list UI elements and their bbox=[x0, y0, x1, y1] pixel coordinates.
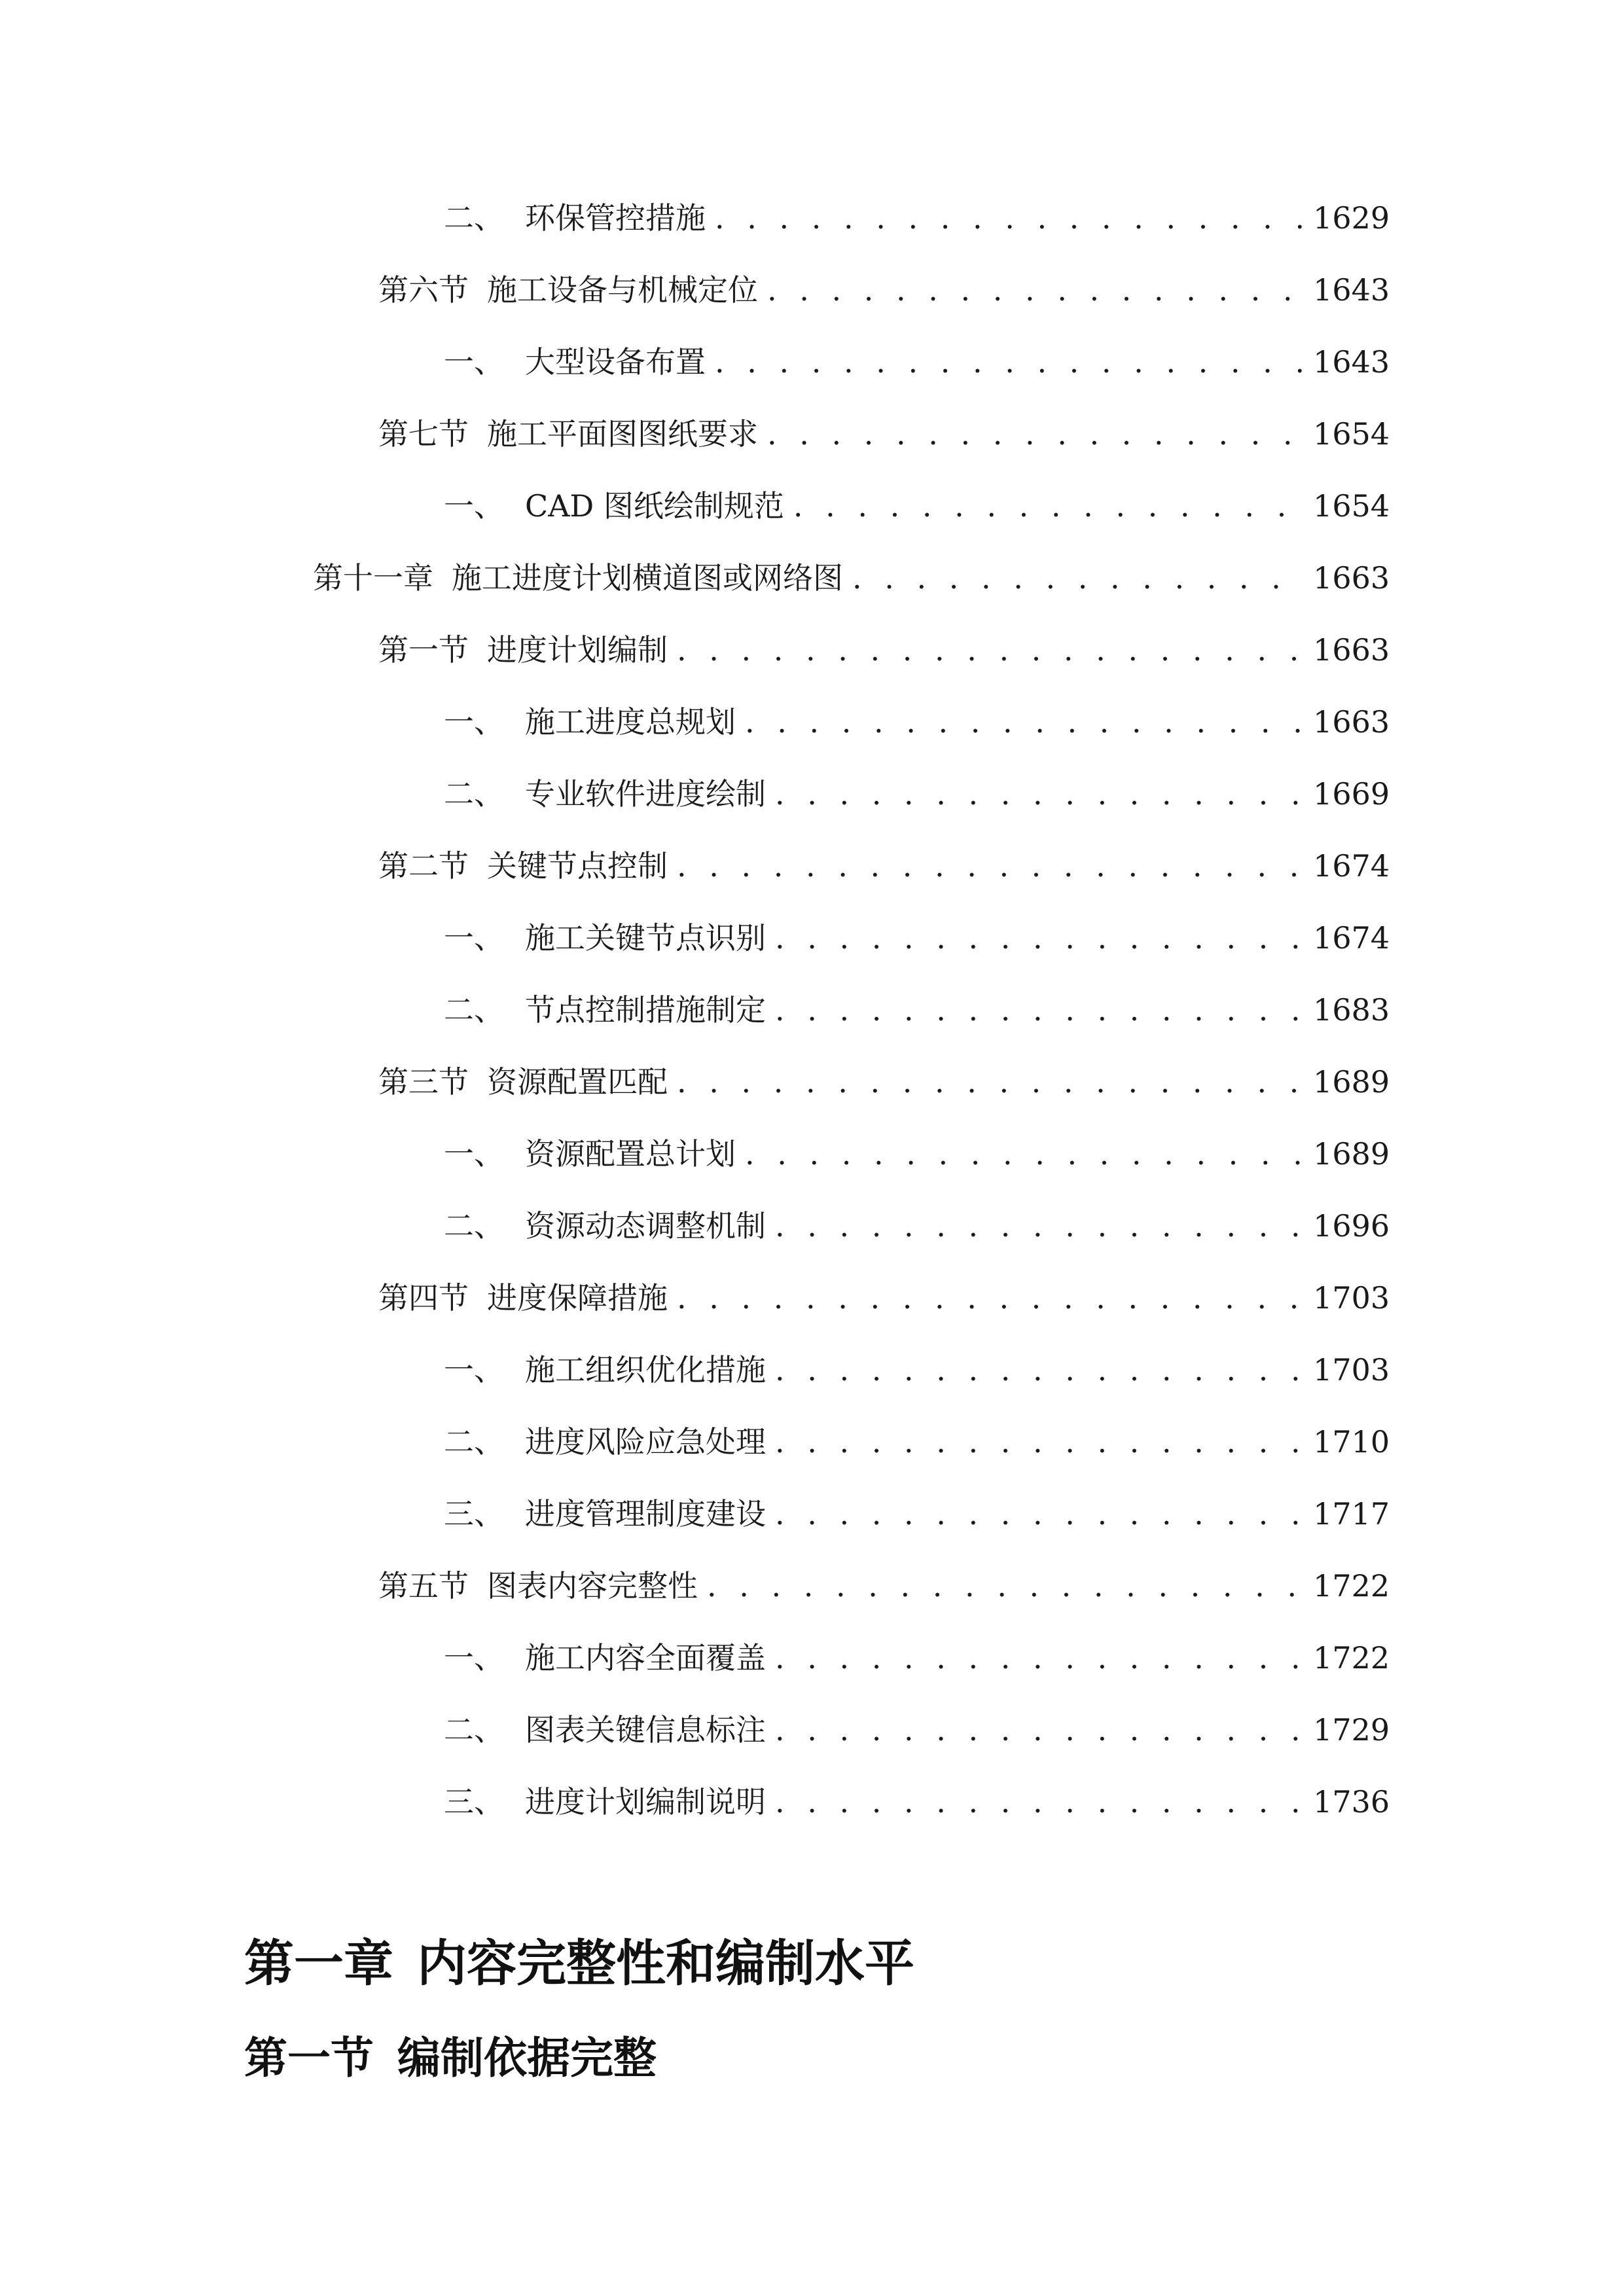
toc-dot-leader bbox=[793, 484, 1305, 528]
section-heading bbox=[244, 2029, 657, 2088]
section-number: 第一节 bbox=[244, 2033, 374, 2083]
toc-entry-number: 第二节 bbox=[378, 848, 469, 884]
toc-page-number: 1654 bbox=[1313, 488, 1390, 524]
section-title: 编制依据完整 bbox=[397, 2033, 657, 2083]
toc-entry[interactable] bbox=[378, 628, 1390, 672]
toc-entry-title: 资源配置匹配 bbox=[487, 1064, 668, 1100]
toc-entry-title: 进度保障措施 bbox=[487, 1280, 668, 1316]
toc-entry-number: 一、 bbox=[444, 488, 504, 524]
toc-dot-leader bbox=[715, 340, 1305, 384]
toc-entry[interactable] bbox=[378, 268, 1390, 312]
toc-entry-title: 施工平面图图纸要求 bbox=[487, 416, 758, 452]
toc-entry-number: 一、 bbox=[444, 1640, 504, 1676]
toc-entry-number: 第一节 bbox=[378, 632, 469, 668]
toc-entry-number: 二、 bbox=[444, 200, 504, 236]
toc-dot-leader bbox=[677, 1276, 1305, 1319]
toc-page-number: 1654 bbox=[1313, 416, 1390, 452]
toc-entry-number: 第五节 bbox=[378, 1568, 469, 1604]
toc-page-number: 1689 bbox=[1313, 1136, 1390, 1172]
toc-page-number: 1696 bbox=[1313, 1208, 1390, 1244]
toc-entry-title: 资源配置总计划 bbox=[525, 1136, 736, 1172]
toc-entry[interactable] bbox=[444, 484, 1390, 528]
toc-entry-title: 施工设备与机械定位 bbox=[487, 272, 758, 308]
toc-entry-number: 三、 bbox=[444, 1784, 504, 1820]
toc-page-number: 1683 bbox=[1313, 992, 1390, 1028]
toc-page-number: 1717 bbox=[1313, 1496, 1390, 1532]
toc-entry[interactable] bbox=[444, 988, 1390, 1031]
toc-entry[interactable] bbox=[444, 772, 1390, 816]
toc-page-number: 1674 bbox=[1313, 920, 1390, 956]
toc-dot-leader bbox=[775, 1420, 1305, 1463]
toc-entry[interactable] bbox=[444, 1780, 1390, 1823]
toc-entry[interactable] bbox=[378, 1276, 1390, 1319]
toc-page-number: 1722 bbox=[1313, 1640, 1390, 1676]
toc-page-number: 1703 bbox=[1313, 1352, 1390, 1388]
toc-entry-title: 施工内容全面覆盖 bbox=[525, 1640, 766, 1676]
toc-entry-number: 一、 bbox=[444, 344, 504, 380]
toc-entry-number: 第三节 bbox=[378, 1064, 469, 1100]
toc-dot-leader bbox=[767, 268, 1305, 312]
toc-dot-leader bbox=[775, 1780, 1305, 1823]
chapter-number: 第一章 bbox=[244, 1934, 393, 1992]
toc-dot-leader bbox=[677, 1060, 1305, 1103]
toc-entry-title: 节点控制措施制定 bbox=[525, 992, 766, 1028]
toc-entry[interactable] bbox=[444, 1348, 1390, 1391]
toc-page-number: 1643 bbox=[1313, 344, 1390, 380]
toc-page-number: 1703 bbox=[1313, 1280, 1390, 1316]
toc-entry-number: 二、 bbox=[444, 1712, 504, 1748]
toc-entry-number: 第六节 bbox=[378, 272, 469, 308]
toc-dot-leader bbox=[715, 196, 1305, 240]
toc-dot-leader bbox=[745, 1132, 1305, 1175]
toc-page-number: 1663 bbox=[1313, 632, 1390, 668]
toc-entry-title: 图表关键信息标注 bbox=[525, 1712, 766, 1748]
toc-dot-leader bbox=[677, 628, 1305, 672]
toc-entry-title: 施工进度计划横道图或网络图 bbox=[452, 560, 843, 596]
toc-entry-title: 进度计划编制 bbox=[487, 632, 668, 668]
toc-entry-number: 第四节 bbox=[378, 1280, 469, 1316]
toc-page-number: 1736 bbox=[1313, 1784, 1390, 1820]
chapter-heading bbox=[244, 1931, 914, 1996]
toc-page-number: 1643 bbox=[1313, 272, 1390, 308]
toc-entry-title: 进度计划编制说明 bbox=[525, 1784, 766, 1820]
toc-entry-title: 施工组织优化措施 bbox=[525, 1352, 766, 1388]
toc-entry-number: 第十一章 bbox=[313, 560, 433, 596]
toc-entry[interactable] bbox=[444, 916, 1390, 960]
toc-page-number: 1710 bbox=[1313, 1424, 1390, 1460]
toc-dot-leader bbox=[707, 1564, 1305, 1607]
toc-entry[interactable] bbox=[378, 1564, 1390, 1607]
toc-entry-title: 专业软件进度绘制 bbox=[525, 776, 766, 812]
toc-entry-number: 一、 bbox=[444, 1352, 504, 1388]
chapter-title: 内容完整性和编制水平 bbox=[417, 1934, 914, 1992]
toc-entry-title: 进度风险应急处理 bbox=[525, 1424, 766, 1460]
toc-dot-leader bbox=[745, 700, 1305, 744]
toc-dot-leader bbox=[677, 844, 1305, 888]
toc-dot-leader bbox=[775, 1492, 1305, 1535]
toc-entry[interactable] bbox=[444, 1132, 1390, 1175]
toc-dot-leader bbox=[852, 556, 1305, 600]
toc-page-number: 1663 bbox=[1313, 560, 1390, 596]
toc-entry-title: 进度管理制度建设 bbox=[525, 1496, 766, 1532]
toc-entry[interactable] bbox=[444, 196, 1390, 240]
toc-page-number: 1674 bbox=[1313, 848, 1390, 884]
toc-entry[interactable] bbox=[378, 844, 1390, 888]
toc-entry-number: 二、 bbox=[444, 992, 504, 1028]
toc-entry[interactable] bbox=[444, 340, 1390, 384]
toc-entry[interactable] bbox=[444, 1420, 1390, 1463]
toc-entry-number: 二、 bbox=[444, 776, 504, 812]
toc-dot-leader bbox=[775, 1204, 1305, 1247]
toc-entry-title: 图表内容完整性 bbox=[487, 1568, 698, 1604]
toc-dot-leader bbox=[775, 772, 1305, 816]
toc-entry-title: 环保管控措施 bbox=[525, 200, 706, 236]
toc-entry-number: 第七节 bbox=[378, 416, 469, 452]
toc-entry[interactable] bbox=[444, 1636, 1390, 1679]
toc-entry[interactable] bbox=[444, 1708, 1390, 1751]
toc-page-number: 1689 bbox=[1313, 1064, 1390, 1100]
toc-entry[interactable] bbox=[378, 412, 1390, 456]
toc-entry-title: 大型设备布置 bbox=[525, 344, 706, 380]
toc-page-number: 1669 bbox=[1313, 776, 1390, 812]
toc-dot-leader bbox=[775, 1348, 1305, 1391]
toc-entry-number: 二、 bbox=[444, 1424, 504, 1460]
toc-dot-leader bbox=[775, 1636, 1305, 1679]
toc-dot-leader bbox=[775, 988, 1305, 1031]
toc-page-number: 1663 bbox=[1313, 704, 1390, 740]
toc-entry-title: 施工进度总规划 bbox=[525, 704, 736, 740]
toc-dot-leader bbox=[775, 1708, 1305, 1751]
toc-entry-title: 施工关键节点识别 bbox=[525, 920, 766, 956]
toc-dot-leader bbox=[767, 412, 1305, 456]
toc-entry-title: 关键节点控制 bbox=[487, 848, 668, 884]
toc-page-number: 1629 bbox=[1313, 200, 1390, 236]
toc-entry-title: CAD 图纸绘制规范 bbox=[525, 488, 784, 524]
toc-entry[interactable] bbox=[444, 700, 1390, 744]
toc-entry-number: 一、 bbox=[444, 920, 504, 956]
toc-entry-number: 三、 bbox=[444, 1496, 504, 1532]
toc-entry[interactable] bbox=[444, 1492, 1390, 1535]
toc-entry[interactable] bbox=[378, 1060, 1390, 1103]
toc-entry-number: 二、 bbox=[444, 1208, 504, 1244]
toc-page-number: 1729 bbox=[1313, 1712, 1390, 1748]
toc-entry-number: 一、 bbox=[444, 1136, 504, 1172]
toc-entry-number: 一、 bbox=[444, 704, 504, 740]
toc-entry[interactable] bbox=[313, 556, 1390, 600]
toc-entry[interactable] bbox=[444, 1204, 1390, 1247]
toc-entry-title: 资源动态调整机制 bbox=[525, 1208, 766, 1244]
toc-page-number: 1722 bbox=[1313, 1568, 1390, 1604]
toc-dot-leader bbox=[775, 916, 1305, 960]
